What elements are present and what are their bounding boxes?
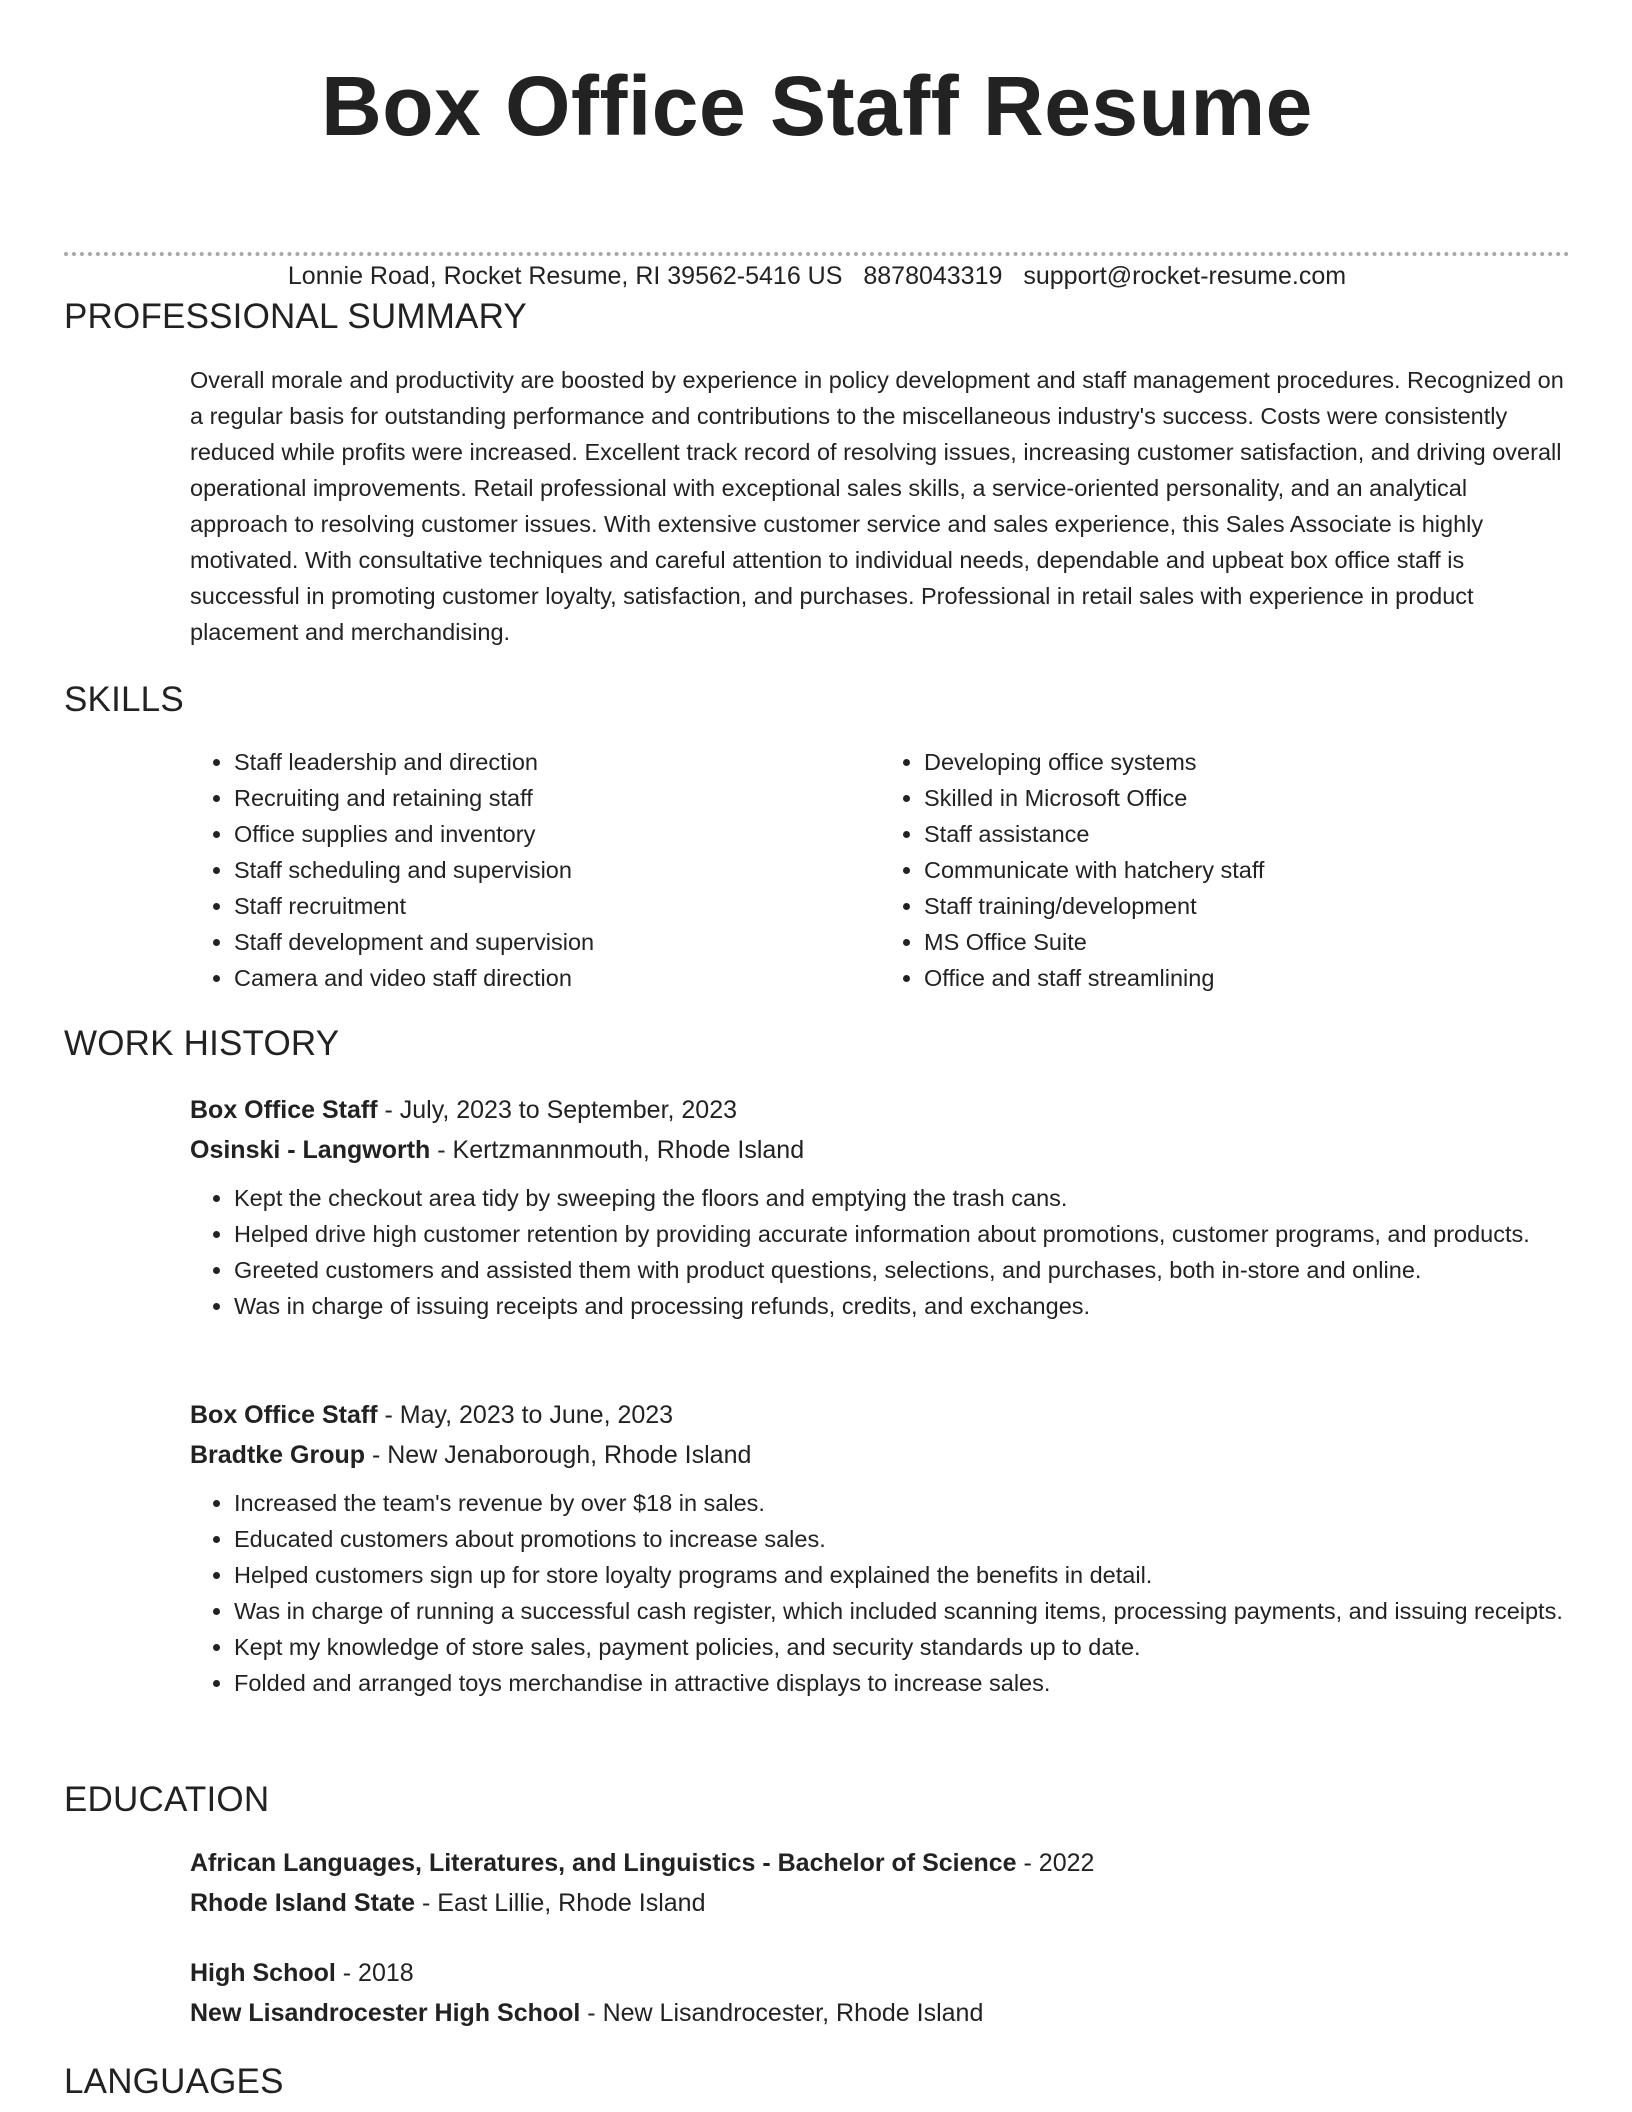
job-dates: - July, 2023 to September, 2023 xyxy=(377,1096,738,1124)
skill-item: • Camera and video staff direction xyxy=(234,960,880,996)
job-bullet: • Helped drive high customer retention by providing accurate information about promotions, customer programs, and products. xyxy=(234,1216,1570,1252)
job-bullet: • Kept the checkout area tidy by sweeping the floors and emptying the trash cans. xyxy=(234,1180,1570,1216)
contact-address: Lonnie Road, Rocket Resume, RI 39562-5416 US xyxy=(287,262,843,290)
skill-item: • Developing office systems xyxy=(924,744,1570,780)
job-bullet: • Was in charge of issuing receipts and processing refunds, credits, and exchanges. xyxy=(234,1288,1570,1324)
skills-section xyxy=(190,744,1570,996)
job-title-line xyxy=(190,1395,1570,1435)
job-bullet: • Folded and arranged toys merchandise in attractive displays to increase sales. xyxy=(234,1665,1570,1701)
work-heading: WORK HISTORY xyxy=(64,1024,340,1063)
skills-list-left xyxy=(190,744,880,996)
education-location: - East Lillie, Rhode Island xyxy=(415,1889,706,1917)
job-title-line xyxy=(190,1090,1570,1130)
job-bullet: • Kept my knowledge of store sales, payment policies, and security standards up to date. xyxy=(234,1629,1570,1665)
summary-text: Overall morale and productivity are boosted by experience in policy development and staff management procedures. Recognized on a regular basis for outstanding performance and contributions to the miscellaneous industry's success. Costs were consistently reduced while profits were increased. Excellent track record of resolving issues, increasing customer satisfaction, and driving overall operational improvements. Retail professional with exceptional sales skills, a service-oriented personality, and an analytical approach to resolving customer issues. With extensive customer service and sales experience, this Sales Associate is highly motivated. With consultative techniques and careful attention to individual needs, dependable and upbeat box office staff is successful in promoting customer loyalty, satisfaction, and purchases. Professional in retail sales with experience in product placement and merchandising. xyxy=(190,367,1564,645)
education-school: Rhode Island State xyxy=(190,1889,416,1917)
skill-item: • Recruiting and retaining staff xyxy=(234,780,880,816)
education-school-line xyxy=(190,1993,1570,2033)
skill-item: • Office supplies and inventory xyxy=(234,816,880,852)
education-school: New Lisandrocester High School xyxy=(190,1999,581,2027)
skill-item: • Staff recruitment xyxy=(234,888,880,924)
skills-list-right xyxy=(880,744,1570,996)
education-year: - 2018 xyxy=(335,1959,414,1987)
education-degree-line xyxy=(190,1953,1570,1993)
education-entry xyxy=(190,1843,1570,1923)
job-dates: - May, 2023 to June, 2023 xyxy=(377,1401,674,1429)
header-divider xyxy=(64,252,1570,256)
skill-item: • Office and staff streamlining xyxy=(924,960,1570,996)
job-title: Box Office Staff xyxy=(190,1096,378,1124)
skill-item: • Staff leadership and direction xyxy=(234,744,880,780)
skill-item: • Staff scheduling and supervision xyxy=(234,852,880,888)
job-bullet: • Educated customers about promotions to increase sales. xyxy=(234,1521,1570,1557)
job-company-line xyxy=(190,1130,1570,1170)
job-company: Osinski - Langworth xyxy=(190,1136,431,1164)
job-bullets xyxy=(190,1485,1570,1701)
skill-item: • Staff training/development xyxy=(924,888,1570,924)
education-degree-line xyxy=(190,1843,1570,1883)
education-location: - New Lisandrocester, Rhode Island xyxy=(580,1999,984,2027)
skill-item: • Skilled in Microsoft Office xyxy=(924,780,1570,816)
education-entry xyxy=(190,1953,1570,2033)
skill-item: • MS Office Suite xyxy=(924,924,1570,960)
skill-item: • Communicate with hatchery staff xyxy=(924,852,1570,888)
summary-section xyxy=(190,362,1570,650)
job-bullet: • Greeted customers and assisted them with product questions, selections, and purchases, both in-store and online. xyxy=(234,1252,1570,1288)
job-location: - New Jenaborough, Rhode Island xyxy=(365,1441,752,1469)
resume-title: Box Office Staff Resume xyxy=(321,59,1313,153)
job-entry xyxy=(190,1090,1570,1324)
education-degree: African Languages, Literatures, and Linguistics - Bachelor of Science xyxy=(190,1849,1017,1877)
job-bullet: • Was in charge of running a successful cash register, which included scanning items, processing payments, and issuing receipts. xyxy=(234,1593,1570,1629)
job-bullets xyxy=(190,1180,1570,1324)
job-bullet: • Increased the team's revenue by over $18 in sales. xyxy=(234,1485,1570,1521)
skill-item: • Staff assistance xyxy=(924,816,1570,852)
job-company-line xyxy=(190,1435,1570,1475)
resume-page xyxy=(64,0,1570,2101)
skill-item: • Staff development and supervision xyxy=(234,924,880,960)
job-entry xyxy=(190,1395,1570,1701)
languages-heading: LANGUAGES xyxy=(64,2062,284,2101)
education-heading: EDUCATION xyxy=(64,1780,270,1819)
job-title: Box Office Staff xyxy=(190,1401,378,1429)
skills-heading: SKILLS xyxy=(64,680,184,719)
education-degree: High School xyxy=(190,1959,336,1987)
job-location: - Kertzmannmouth, Rhode Island xyxy=(430,1136,805,1164)
education-year: - 2022 xyxy=(1016,1849,1095,1877)
education-school-line xyxy=(190,1883,1570,1923)
contact-phone: 8878043319 xyxy=(863,262,1003,290)
summary-heading: PROFESSIONAL SUMMARY xyxy=(64,297,527,336)
job-company: Bradtke Group xyxy=(190,1441,366,1469)
contact-email[interactable]: support@rocket-resume.com xyxy=(1023,262,1347,290)
contact-line xyxy=(64,260,1570,292)
job-bullet: • Helped customers sign up for store loyalty programs and explained the benefits in detail. xyxy=(234,1557,1570,1593)
